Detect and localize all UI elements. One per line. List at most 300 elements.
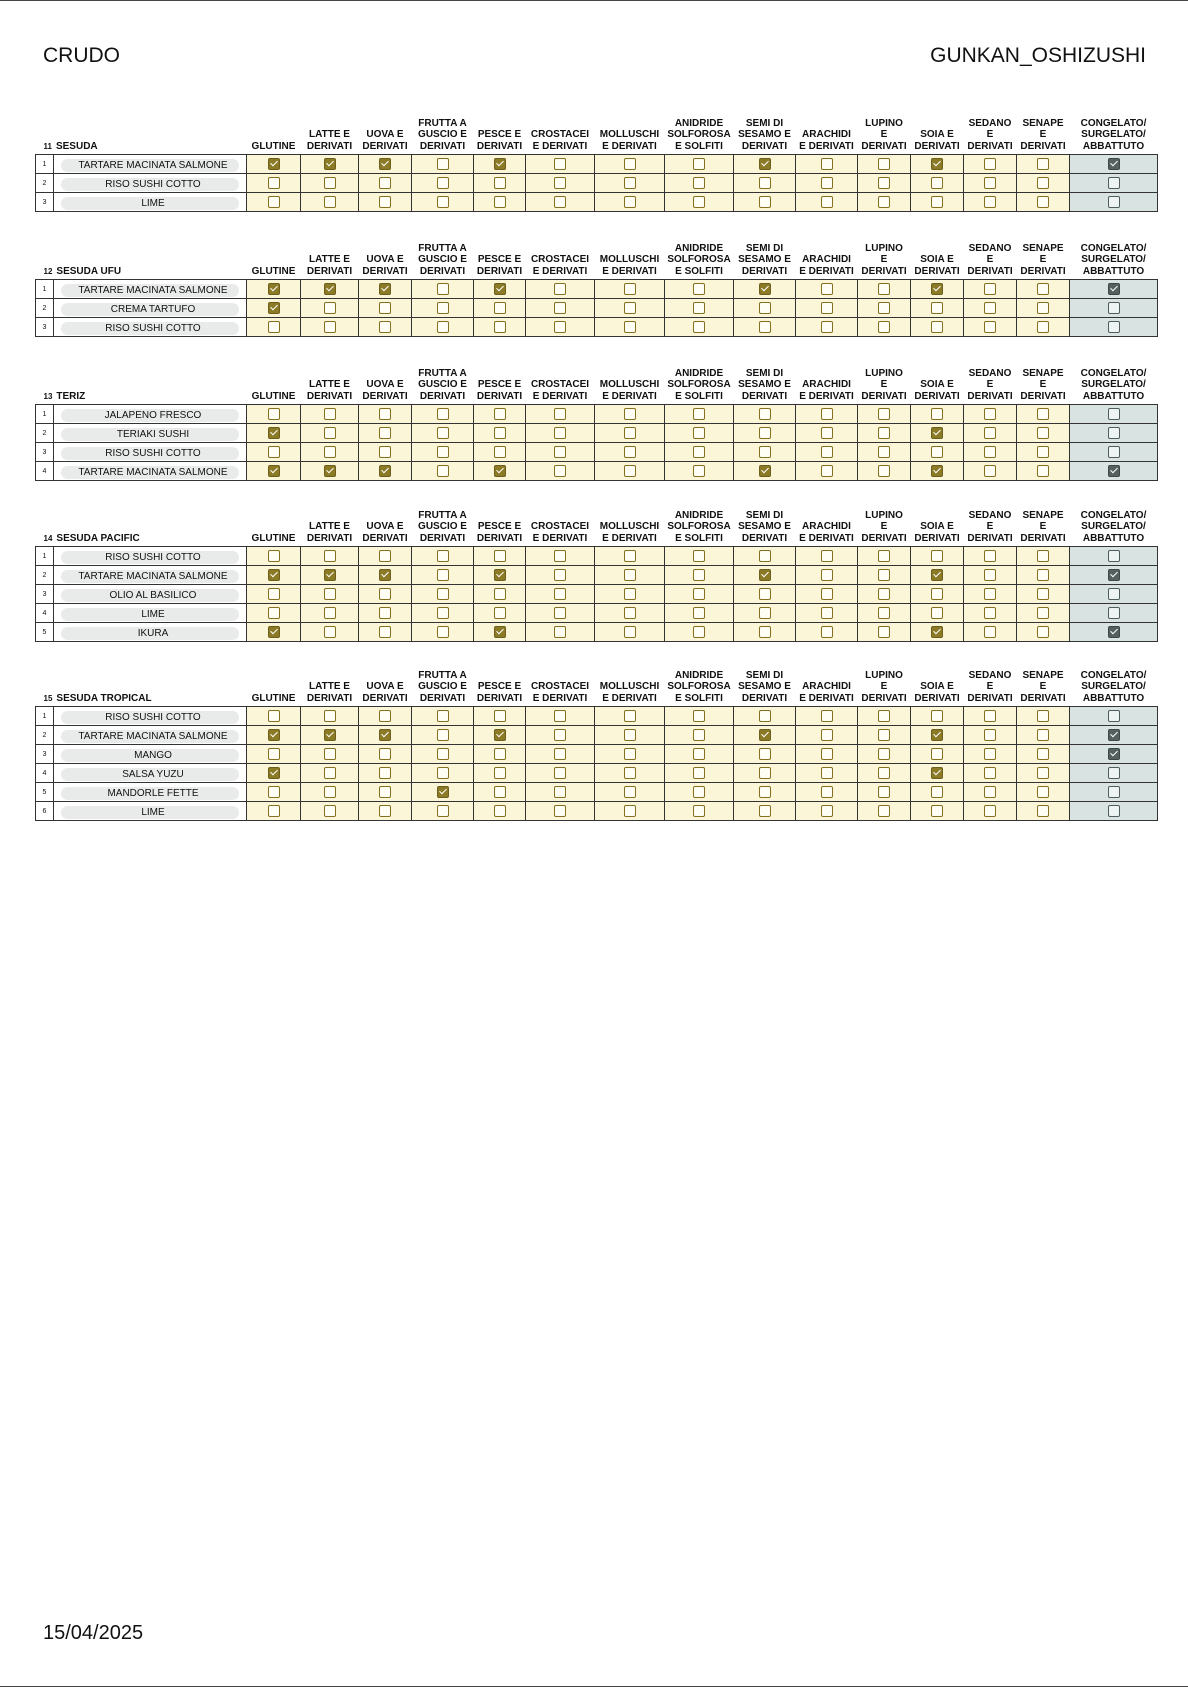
- allergen-checkbox[interactable]: [878, 283, 890, 295]
- allergen-checkbox[interactable]: [554, 302, 566, 314]
- allergen-checkbox[interactable]: [437, 408, 449, 420]
- allergen-checkbox[interactable]: [984, 786, 996, 798]
- allergen-checkbox[interactable]: [624, 607, 636, 619]
- allergen-checkbox[interactable]: [624, 446, 636, 458]
- allergen-checkbox[interactable]: [759, 446, 771, 458]
- allergen-checkbox[interactable]: [693, 767, 705, 779]
- allergen-checkbox[interactable]: [554, 767, 566, 779]
- allergen-checkbox[interactable]: [821, 177, 833, 189]
- allergen-checkbox[interactable]: [1037, 710, 1049, 722]
- allergen-checkbox[interactable]: [878, 550, 890, 562]
- allergen-checkbox[interactable]: [494, 767, 506, 779]
- allergen-checkbox[interactable]: [878, 569, 890, 581]
- allergen-checkbox[interactable]: [494, 158, 506, 170]
- frozen-checkbox[interactable]: [1108, 465, 1120, 477]
- allergen-checkbox[interactable]: [693, 550, 705, 562]
- allergen-checkbox[interactable]: [324, 283, 336, 295]
- allergen-checkbox[interactable]: [1037, 177, 1049, 189]
- allergen-checkbox[interactable]: [759, 626, 771, 638]
- allergen-checkbox[interactable]: [379, 607, 391, 619]
- allergen-checkbox[interactable]: [1037, 158, 1049, 170]
- allergen-checkbox[interactable]: [693, 321, 705, 333]
- allergen-checkbox[interactable]: [379, 710, 391, 722]
- allergen-checkbox[interactable]: [931, 177, 943, 189]
- allergen-checkbox[interactable]: [554, 408, 566, 420]
- allergen-checkbox[interactable]: [324, 729, 336, 741]
- allergen-checkbox[interactable]: [821, 321, 833, 333]
- allergen-checkbox[interactable]: [324, 158, 336, 170]
- allergen-checkbox[interactable]: [1037, 626, 1049, 638]
- allergen-checkbox[interactable]: [268, 408, 280, 420]
- allergen-checkbox[interactable]: [437, 196, 449, 208]
- allergen-checkbox[interactable]: [624, 321, 636, 333]
- allergen-checkbox[interactable]: [759, 710, 771, 722]
- allergen-checkbox[interactable]: [984, 748, 996, 760]
- allergen-checkbox[interactable]: [268, 805, 280, 817]
- allergen-checkbox[interactable]: [324, 321, 336, 333]
- allergen-checkbox[interactable]: [268, 465, 280, 477]
- allergen-checkbox[interactable]: [693, 588, 705, 600]
- frozen-checkbox[interactable]: [1108, 805, 1120, 817]
- allergen-checkbox[interactable]: [554, 177, 566, 189]
- allergen-checkbox[interactable]: [324, 710, 336, 722]
- allergen-checkbox[interactable]: [268, 283, 280, 295]
- frozen-checkbox[interactable]: [1108, 748, 1120, 760]
- allergen-checkbox[interactable]: [821, 302, 833, 314]
- allergen-checkbox[interactable]: [931, 427, 943, 439]
- allergen-checkbox[interactable]: [984, 177, 996, 189]
- allergen-checkbox[interactable]: [693, 729, 705, 741]
- allergen-checkbox[interactable]: [624, 710, 636, 722]
- allergen-checkbox[interactable]: [984, 710, 996, 722]
- allergen-checkbox[interactable]: [821, 283, 833, 295]
- allergen-checkbox[interactable]: [759, 569, 771, 581]
- allergen-checkbox[interactable]: [324, 607, 336, 619]
- allergen-checkbox[interactable]: [494, 607, 506, 619]
- allergen-checkbox[interactable]: [554, 626, 566, 638]
- allergen-checkbox[interactable]: [268, 748, 280, 760]
- allergen-checkbox[interactable]: [324, 465, 336, 477]
- allergen-checkbox[interactable]: [624, 805, 636, 817]
- allergen-checkbox[interactable]: [494, 321, 506, 333]
- allergen-checkbox[interactable]: [624, 177, 636, 189]
- frozen-checkbox[interactable]: [1108, 767, 1120, 779]
- allergen-checkbox[interactable]: [324, 408, 336, 420]
- allergen-checkbox[interactable]: [821, 465, 833, 477]
- allergen-checkbox[interactable]: [554, 196, 566, 208]
- allergen-checkbox[interactable]: [693, 408, 705, 420]
- allergen-checkbox[interactable]: [268, 158, 280, 170]
- allergen-checkbox[interactable]: [437, 588, 449, 600]
- allergen-checkbox[interactable]: [494, 302, 506, 314]
- allergen-checkbox[interactable]: [693, 786, 705, 798]
- allergen-checkbox[interactable]: [554, 446, 566, 458]
- allergen-checkbox[interactable]: [554, 588, 566, 600]
- allergen-checkbox[interactable]: [494, 786, 506, 798]
- frozen-checkbox[interactable]: [1108, 177, 1120, 189]
- allergen-checkbox[interactable]: [984, 767, 996, 779]
- allergen-checkbox[interactable]: [379, 550, 391, 562]
- allergen-checkbox[interactable]: [931, 158, 943, 170]
- allergen-checkbox[interactable]: [624, 408, 636, 420]
- allergen-checkbox[interactable]: [878, 446, 890, 458]
- allergen-checkbox[interactable]: [379, 408, 391, 420]
- allergen-checkbox[interactable]: [931, 748, 943, 760]
- allergen-checkbox[interactable]: [878, 427, 890, 439]
- allergen-checkbox[interactable]: [554, 569, 566, 581]
- allergen-checkbox[interactable]: [268, 550, 280, 562]
- allergen-checkbox[interactable]: [268, 607, 280, 619]
- allergen-checkbox[interactable]: [324, 177, 336, 189]
- allergen-checkbox[interactable]: [624, 196, 636, 208]
- allergen-checkbox[interactable]: [1037, 302, 1049, 314]
- allergen-checkbox[interactable]: [324, 767, 336, 779]
- allergen-checkbox[interactable]: [821, 786, 833, 798]
- allergen-checkbox[interactable]: [759, 588, 771, 600]
- allergen-checkbox[interactable]: [931, 283, 943, 295]
- allergen-checkbox[interactable]: [554, 748, 566, 760]
- allergen-checkbox[interactable]: [1037, 550, 1049, 562]
- allergen-checkbox[interactable]: [379, 729, 391, 741]
- allergen-checkbox[interactable]: [379, 626, 391, 638]
- frozen-checkbox[interactable]: [1108, 446, 1120, 458]
- allergen-checkbox[interactable]: [268, 569, 280, 581]
- allergen-checkbox[interactable]: [693, 465, 705, 477]
- allergen-checkbox[interactable]: [437, 550, 449, 562]
- allergen-checkbox[interactable]: [821, 729, 833, 741]
- allergen-checkbox[interactable]: [379, 158, 391, 170]
- allergen-checkbox[interactable]: [268, 321, 280, 333]
- allergen-checkbox[interactable]: [624, 427, 636, 439]
- allergen-checkbox[interactable]: [878, 786, 890, 798]
- allergen-checkbox[interactable]: [379, 805, 391, 817]
- allergen-checkbox[interactable]: [693, 177, 705, 189]
- allergen-checkbox[interactable]: [931, 550, 943, 562]
- allergen-checkbox[interactable]: [268, 786, 280, 798]
- allergen-checkbox[interactable]: [821, 607, 833, 619]
- allergen-checkbox[interactable]: [759, 302, 771, 314]
- allergen-checkbox[interactable]: [554, 283, 566, 295]
- allergen-checkbox[interactable]: [693, 446, 705, 458]
- allergen-checkbox[interactable]: [931, 786, 943, 798]
- frozen-checkbox[interactable]: [1108, 569, 1120, 581]
- frozen-checkbox[interactable]: [1108, 196, 1120, 208]
- allergen-checkbox[interactable]: [759, 465, 771, 477]
- allergen-checkbox[interactable]: [759, 805, 771, 817]
- allergen-checkbox[interactable]: [437, 427, 449, 439]
- frozen-checkbox[interactable]: [1108, 427, 1120, 439]
- allergen-checkbox[interactable]: [878, 177, 890, 189]
- allergen-checkbox[interactable]: [984, 465, 996, 477]
- allergen-checkbox[interactable]: [821, 408, 833, 420]
- allergen-checkbox[interactable]: [1037, 767, 1049, 779]
- allergen-checkbox[interactable]: [931, 408, 943, 420]
- allergen-checkbox[interactable]: [494, 748, 506, 760]
- allergen-checkbox[interactable]: [984, 408, 996, 420]
- allergen-checkbox[interactable]: [693, 158, 705, 170]
- allergen-checkbox[interactable]: [554, 805, 566, 817]
- allergen-checkbox[interactable]: [984, 158, 996, 170]
- frozen-checkbox[interactable]: [1108, 283, 1120, 295]
- allergen-checkbox[interactable]: [268, 196, 280, 208]
- allergen-checkbox[interactable]: [554, 465, 566, 477]
- allergen-checkbox[interactable]: [821, 446, 833, 458]
- frozen-checkbox[interactable]: [1108, 729, 1120, 741]
- allergen-checkbox[interactable]: [759, 427, 771, 439]
- allergen-checkbox[interactable]: [554, 550, 566, 562]
- allergen-checkbox[interactable]: [268, 767, 280, 779]
- allergen-checkbox[interactable]: [759, 748, 771, 760]
- allergen-checkbox[interactable]: [984, 196, 996, 208]
- allergen-checkbox[interactable]: [931, 569, 943, 581]
- allergen-checkbox[interactable]: [878, 408, 890, 420]
- allergen-checkbox[interactable]: [1037, 805, 1049, 817]
- allergen-checkbox[interactable]: [759, 767, 771, 779]
- allergen-checkbox[interactable]: [554, 729, 566, 741]
- allergen-checkbox[interactable]: [554, 607, 566, 619]
- allergen-checkbox[interactable]: [379, 427, 391, 439]
- allergen-checkbox[interactable]: [437, 177, 449, 189]
- allergen-checkbox[interactable]: [268, 177, 280, 189]
- allergen-checkbox[interactable]: [494, 177, 506, 189]
- allergen-checkbox[interactable]: [324, 569, 336, 581]
- allergen-checkbox[interactable]: [494, 550, 506, 562]
- allergen-checkbox[interactable]: [379, 177, 391, 189]
- allergen-checkbox[interactable]: [624, 588, 636, 600]
- frozen-checkbox[interactable]: [1108, 302, 1120, 314]
- allergen-checkbox[interactable]: [494, 588, 506, 600]
- allergen-checkbox[interactable]: [759, 550, 771, 562]
- allergen-checkbox[interactable]: [878, 805, 890, 817]
- allergen-checkbox[interactable]: [759, 607, 771, 619]
- allergen-checkbox[interactable]: [379, 465, 391, 477]
- frozen-checkbox[interactable]: [1108, 710, 1120, 722]
- allergen-checkbox[interactable]: [268, 626, 280, 638]
- allergen-checkbox[interactable]: [984, 569, 996, 581]
- frozen-checkbox[interactable]: [1108, 588, 1120, 600]
- allergen-checkbox[interactable]: [1037, 283, 1049, 295]
- allergen-checkbox[interactable]: [494, 710, 506, 722]
- allergen-checkbox[interactable]: [624, 767, 636, 779]
- allergen-checkbox[interactable]: [878, 729, 890, 741]
- allergen-checkbox[interactable]: [437, 465, 449, 477]
- allergen-checkbox[interactable]: [984, 588, 996, 600]
- allergen-checkbox[interactable]: [494, 569, 506, 581]
- allergen-checkbox[interactable]: [624, 302, 636, 314]
- allergen-checkbox[interactable]: [554, 710, 566, 722]
- allergen-checkbox[interactable]: [821, 550, 833, 562]
- allergen-checkbox[interactable]: [821, 158, 833, 170]
- frozen-checkbox[interactable]: [1108, 408, 1120, 420]
- frozen-checkbox[interactable]: [1108, 550, 1120, 562]
- allergen-checkbox[interactable]: [324, 427, 336, 439]
- allergen-checkbox[interactable]: [821, 196, 833, 208]
- allergen-checkbox[interactable]: [554, 158, 566, 170]
- allergen-checkbox[interactable]: [878, 748, 890, 760]
- allergen-checkbox[interactable]: [437, 710, 449, 722]
- frozen-checkbox[interactable]: [1108, 158, 1120, 170]
- allergen-checkbox[interactable]: [268, 710, 280, 722]
- allergen-checkbox[interactable]: [624, 465, 636, 477]
- allergen-checkbox[interactable]: [437, 607, 449, 619]
- allergen-checkbox[interactable]: [693, 302, 705, 314]
- allergen-checkbox[interactable]: [324, 786, 336, 798]
- frozen-checkbox[interactable]: [1108, 626, 1120, 638]
- allergen-checkbox[interactable]: [494, 805, 506, 817]
- allergen-checkbox[interactable]: [1037, 196, 1049, 208]
- allergen-checkbox[interactable]: [268, 588, 280, 600]
- allergen-checkbox[interactable]: [878, 321, 890, 333]
- allergen-checkbox[interactable]: [1037, 786, 1049, 798]
- allergen-checkbox[interactable]: [624, 550, 636, 562]
- allergen-checkbox[interactable]: [624, 786, 636, 798]
- allergen-checkbox[interactable]: [437, 569, 449, 581]
- allergen-checkbox[interactable]: [693, 748, 705, 760]
- allergen-checkbox[interactable]: [324, 748, 336, 760]
- allergen-checkbox[interactable]: [759, 196, 771, 208]
- allergen-checkbox[interactable]: [984, 446, 996, 458]
- allergen-checkbox[interactable]: [379, 767, 391, 779]
- allergen-checkbox[interactable]: [268, 302, 280, 314]
- allergen-checkbox[interactable]: [878, 465, 890, 477]
- allergen-checkbox[interactable]: [437, 748, 449, 760]
- allergen-checkbox[interactable]: [821, 626, 833, 638]
- allergen-checkbox[interactable]: [931, 302, 943, 314]
- frozen-checkbox[interactable]: [1108, 607, 1120, 619]
- allergen-checkbox[interactable]: [379, 569, 391, 581]
- allergen-checkbox[interactable]: [821, 805, 833, 817]
- allergen-checkbox[interactable]: [324, 302, 336, 314]
- allergen-checkbox[interactable]: [759, 177, 771, 189]
- allergen-checkbox[interactable]: [693, 283, 705, 295]
- allergen-checkbox[interactable]: [931, 446, 943, 458]
- allergen-checkbox[interactable]: [693, 805, 705, 817]
- allergen-checkbox[interactable]: [624, 158, 636, 170]
- allergen-checkbox[interactable]: [379, 786, 391, 798]
- allergen-checkbox[interactable]: [821, 588, 833, 600]
- allergen-checkbox[interactable]: [494, 626, 506, 638]
- allergen-checkbox[interactable]: [984, 607, 996, 619]
- allergen-checkbox[interactable]: [693, 196, 705, 208]
- allergen-checkbox[interactable]: [931, 767, 943, 779]
- allergen-checkbox[interactable]: [759, 786, 771, 798]
- allergen-checkbox[interactable]: [1037, 321, 1049, 333]
- allergen-checkbox[interactable]: [494, 196, 506, 208]
- allergen-checkbox[interactable]: [324, 550, 336, 562]
- allergen-checkbox[interactable]: [693, 427, 705, 439]
- allergen-checkbox[interactable]: [1037, 569, 1049, 581]
- allergen-checkbox[interactable]: [437, 786, 449, 798]
- allergen-checkbox[interactable]: [984, 302, 996, 314]
- allergen-checkbox[interactable]: [379, 302, 391, 314]
- allergen-checkbox[interactable]: [1037, 465, 1049, 477]
- allergen-checkbox[interactable]: [693, 626, 705, 638]
- allergen-checkbox[interactable]: [931, 805, 943, 817]
- allergen-checkbox[interactable]: [437, 321, 449, 333]
- allergen-checkbox[interactable]: [624, 729, 636, 741]
- allergen-checkbox[interactable]: [878, 588, 890, 600]
- allergen-checkbox[interactable]: [494, 729, 506, 741]
- allergen-checkbox[interactable]: [494, 408, 506, 420]
- allergen-checkbox[interactable]: [931, 626, 943, 638]
- allergen-checkbox[interactable]: [984, 283, 996, 295]
- allergen-checkbox[interactable]: [759, 283, 771, 295]
- allergen-checkbox[interactable]: [693, 569, 705, 581]
- allergen-checkbox[interactable]: [821, 710, 833, 722]
- allergen-checkbox[interactable]: [624, 283, 636, 295]
- allergen-checkbox[interactable]: [878, 302, 890, 314]
- allergen-checkbox[interactable]: [437, 805, 449, 817]
- allergen-checkbox[interactable]: [1037, 588, 1049, 600]
- frozen-checkbox[interactable]: [1108, 786, 1120, 798]
- allergen-checkbox[interactable]: [1037, 427, 1049, 439]
- allergen-checkbox[interactable]: [268, 427, 280, 439]
- allergen-checkbox[interactable]: [1037, 729, 1049, 741]
- allergen-checkbox[interactable]: [624, 748, 636, 760]
- allergen-checkbox[interactable]: [931, 710, 943, 722]
- allergen-checkbox[interactable]: [324, 196, 336, 208]
- allergen-checkbox[interactable]: [437, 446, 449, 458]
- allergen-checkbox[interactable]: [379, 196, 391, 208]
- allergen-checkbox[interactable]: [1037, 607, 1049, 619]
- allergen-checkbox[interactable]: [494, 465, 506, 477]
- allergen-checkbox[interactable]: [379, 321, 391, 333]
- allergen-checkbox[interactable]: [1037, 408, 1049, 420]
- allergen-checkbox[interactable]: [494, 446, 506, 458]
- allergen-checkbox[interactable]: [554, 321, 566, 333]
- allergen-checkbox[interactable]: [878, 196, 890, 208]
- allergen-checkbox[interactable]: [437, 158, 449, 170]
- allergen-checkbox[interactable]: [821, 767, 833, 779]
- allergen-checkbox[interactable]: [554, 786, 566, 798]
- allergen-checkbox[interactable]: [878, 626, 890, 638]
- allergen-checkbox[interactable]: [324, 446, 336, 458]
- allergen-checkbox[interactable]: [437, 767, 449, 779]
- allergen-checkbox[interactable]: [624, 626, 636, 638]
- allergen-checkbox[interactable]: [324, 626, 336, 638]
- allergen-checkbox[interactable]: [878, 710, 890, 722]
- allergen-checkbox[interactable]: [379, 748, 391, 760]
- allergen-checkbox[interactable]: [931, 465, 943, 477]
- allergen-checkbox[interactable]: [984, 321, 996, 333]
- allergen-checkbox[interactable]: [1037, 748, 1049, 760]
- allergen-checkbox[interactable]: [437, 729, 449, 741]
- allergen-checkbox[interactable]: [759, 321, 771, 333]
- allergen-checkbox[interactable]: [878, 158, 890, 170]
- allergen-checkbox[interactable]: [984, 729, 996, 741]
- allergen-checkbox[interactable]: [821, 569, 833, 581]
- allergen-checkbox[interactable]: [759, 158, 771, 170]
- allergen-checkbox[interactable]: [931, 321, 943, 333]
- allergen-checkbox[interactable]: [931, 588, 943, 600]
- allergen-checkbox[interactable]: [494, 427, 506, 439]
- allergen-checkbox[interactable]: [624, 569, 636, 581]
- allergen-checkbox[interactable]: [878, 607, 890, 619]
- allergen-checkbox[interactable]: [494, 283, 506, 295]
- allergen-checkbox[interactable]: [554, 427, 566, 439]
- allergen-checkbox[interactable]: [379, 588, 391, 600]
- allergen-checkbox[interactable]: [821, 748, 833, 760]
- allergen-checkbox[interactable]: [324, 805, 336, 817]
- allergen-checkbox[interactable]: [437, 626, 449, 638]
- allergen-checkbox[interactable]: [437, 283, 449, 295]
- allergen-checkbox[interactable]: [984, 550, 996, 562]
- allergen-checkbox[interactable]: [984, 626, 996, 638]
- allergen-checkbox[interactable]: [878, 767, 890, 779]
- frozen-checkbox[interactable]: [1108, 321, 1120, 333]
- allergen-checkbox[interactable]: [1037, 446, 1049, 458]
- allergen-checkbox[interactable]: [759, 729, 771, 741]
